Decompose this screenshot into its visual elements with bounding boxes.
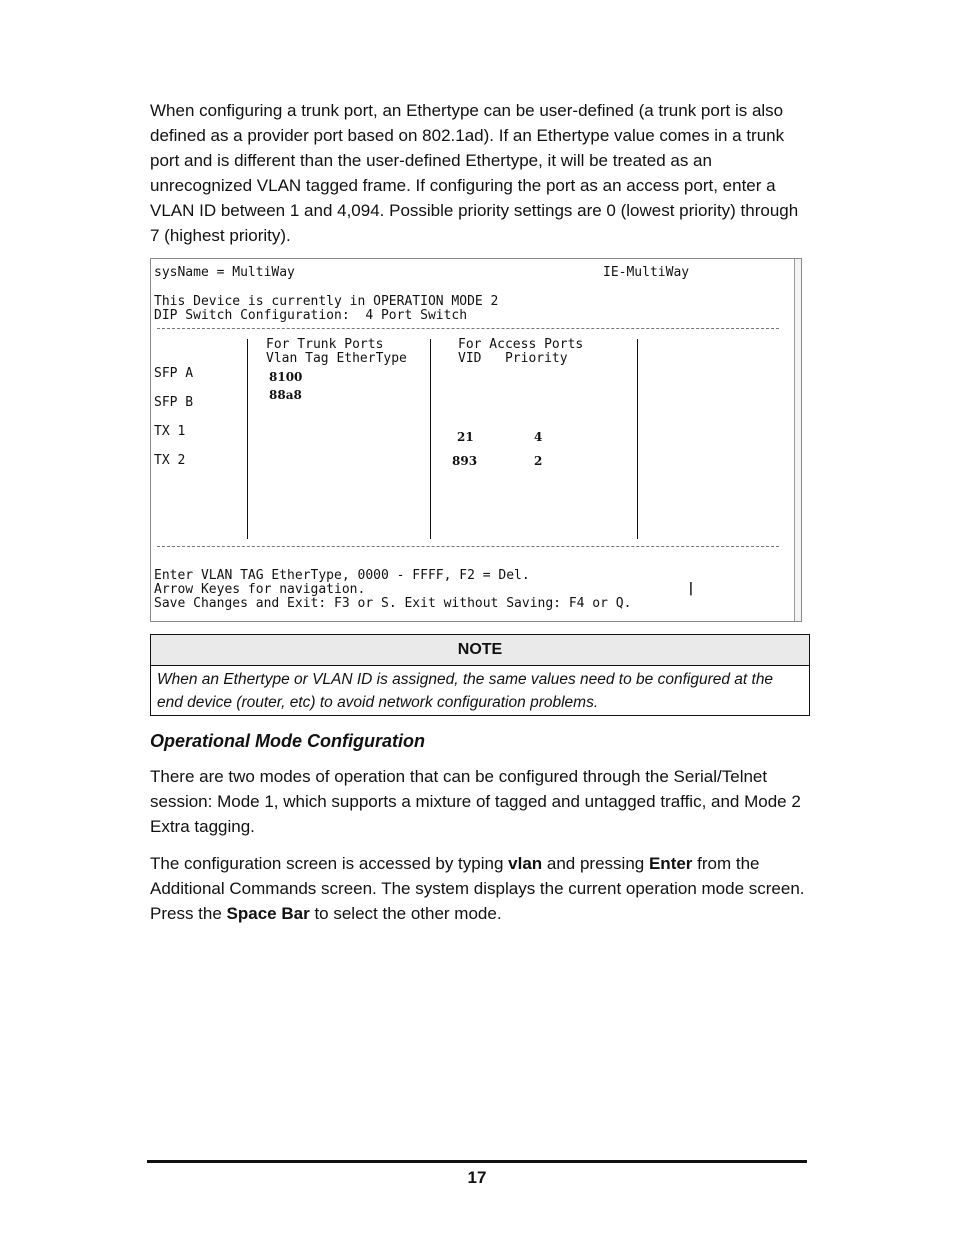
top-divider [157, 328, 779, 329]
vlan-command: vlan [508, 854, 543, 873]
dip-line: DIP Switch Configuration: 4 Port Switch [154, 308, 468, 323]
column-separator-2 [430, 339, 431, 539]
bottom-divider [157, 546, 779, 547]
device-name-text: IE-MultiWay [603, 265, 690, 280]
space-bar-key: Space Bar [226, 904, 310, 923]
access-header-2: VID Priority [458, 351, 568, 366]
vid-tx-1[interactable]: 21 [457, 430, 474, 444]
priority-tx-2[interactable]: 2 [534, 454, 543, 468]
port-tx-2: TX 2 [154, 453, 186, 468]
note-title: NOTE [151, 635, 809, 666]
column-separator-1 [247, 339, 248, 539]
footer-line-1: Enter VLAN TAG EtherType, 0000 - FFFF, F2 = Del. [154, 568, 530, 583]
port-sfp-b: SFP B [154, 395, 194, 410]
footer-rule [147, 1160, 807, 1163]
enter-key: Enter [648, 854, 693, 873]
note-body: When an Ethertype or VLAN ID is assigned, the same values need to be configured at the end device (router, etc) to avoid network configuration problems. [157, 671, 774, 711]
note-box [150, 634, 810, 716]
mode-value: OPERATION MODE 2 [373, 294, 499, 309]
access-header-1: For Access Ports [458, 337, 584, 352]
mode-line: This Device is currently in OPERATION MODE 2 [154, 294, 499, 309]
column-separator-3 [637, 339, 638, 539]
terminal-screenshot [150, 258, 802, 622]
footer-line-3: Save Changes and Exit: F3 or S. Exit without Saving: F4 or Q. [154, 596, 632, 611]
ethertype-sfp-a[interactable]: 8100 [269, 370, 303, 384]
ethertype-sfp-b[interactable]: 88a8 [269, 388, 302, 402]
terminal-scrollbar [794, 259, 801, 621]
trunk-header-2: Vlan Tag EtherType [266, 351, 407, 366]
port-sfp-a: SFP A [154, 366, 194, 381]
page-number: 17 [467, 1168, 487, 1187]
section-heading: Operational Mode Configuration [150, 731, 425, 751]
priority-tx-1[interactable]: 4 [534, 430, 543, 444]
footer-line-2: Arrow Keyes for navigation. [154, 582, 366, 597]
text-cursor: | [687, 581, 695, 596]
sysname-text: sysName = MultiWay [154, 265, 295, 280]
dip-value: 4 Port Switch [365, 308, 468, 323]
section-paragraph-1: There are two modes of operation that can be configured through the Serial/Telnet session: Mode 1, which supports a mixture of tagged and untagged traffic, and Mode 2 Extra tagging. [150, 767, 801, 836]
trunk-header-1: For Trunk Ports [266, 337, 384, 352]
intro-paragraph: When configuring a trunk port, an Ethertype can be user-defined (a trunk port is also defined as a provider port based on 802.1ad). If an Ethertype value comes in a trunk port and is different than the user-defined Ethertype, it will be treated as an unrecognized VLAN tagged frame. If configuring the port as an access port, enter a VLAN ID between 1 and 4,094. Possible priority settings are 0 (lowest priority) through 7 (highest priority). [150, 101, 799, 245]
section-paragraph-2: The configuration screen is accessed by typing vlan and pressing Enter from the Additional Commands screen. The system displays the current operation mode screen. Press the Space Bar to select the other mode. [150, 854, 805, 923]
vid-tx-2[interactable]: 893 [452, 454, 478, 468]
port-tx-1: TX 1 [154, 424, 186, 439]
